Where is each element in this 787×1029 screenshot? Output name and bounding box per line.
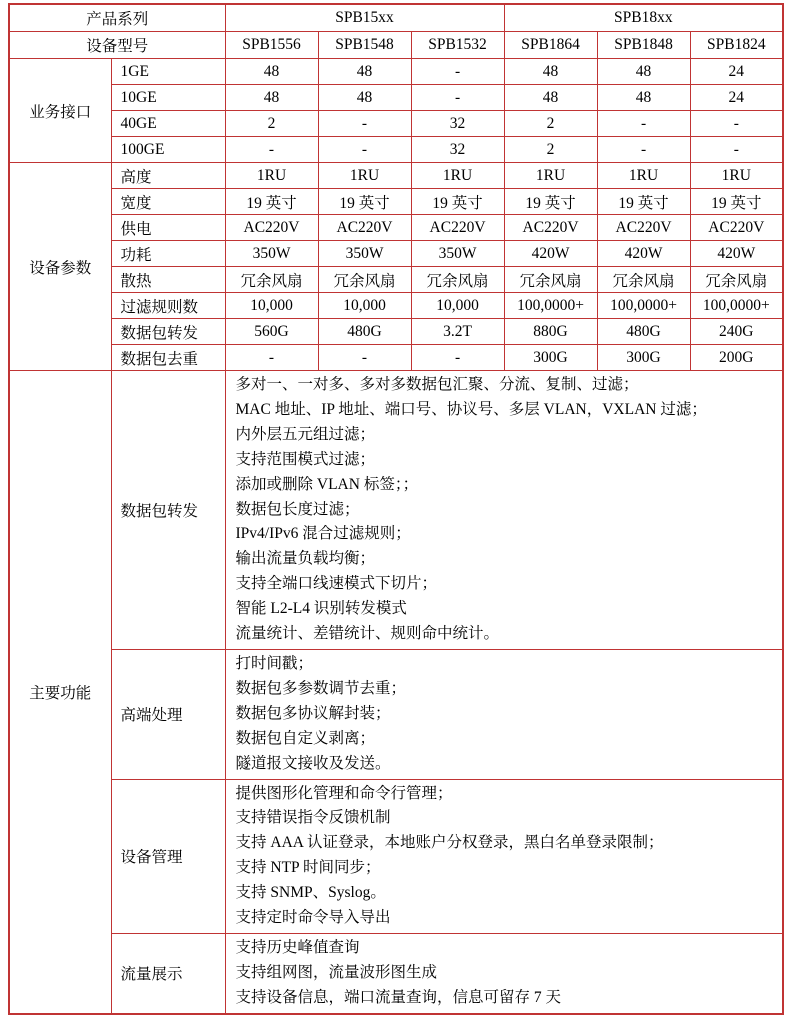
table-row-product-series [9, 4, 783, 32]
row-label: 高度 [111, 163, 225, 189]
spec-value: 1RU [318, 163, 411, 189]
feature-line: 添加或删除 VLAN 标签；； [235, 475, 419, 493]
feature-line: 支持 NTP 时间同步； [235, 859, 381, 877]
spec-value: 3.2T [411, 319, 504, 345]
spec-value: 24 [690, 59, 783, 85]
feature-group-label: 数据包转发 [111, 371, 225, 650]
table-row [9, 319, 783, 345]
feature-line: 支持 AAA 认证登录，本地账户分权登录，黑白名单登录限制； [235, 834, 664, 852]
spec-value: 19 英寸 [504, 189, 597, 215]
model-name: SPB1864 [504, 32, 597, 59]
table-row [9, 163, 783, 189]
table-row-device-model [9, 32, 783, 59]
feature-line: 智能 L2-L4 识别转发模式 [235, 600, 407, 618]
spec-value: 48 [225, 59, 318, 85]
spec-value: - [411, 345, 504, 371]
feature-group-label: 流量展示 [111, 933, 225, 1013]
feature-line: 支持设备信息，端口流量查询，信息可留存 7 天 [235, 988, 562, 1006]
row-label: 100GE [111, 137, 225, 163]
model-name: SPB1556 [225, 32, 318, 59]
device-model-label: 设备型号 [9, 32, 225, 59]
feature-line: 支持 SNMP、Syslog。 [235, 884, 386, 902]
spec-value: 200G [690, 345, 783, 371]
spec-value: - [318, 111, 411, 137]
row-label: 数据包去重 [111, 345, 225, 371]
feature-line: 支持全端口线速模式下切片； [235, 575, 438, 593]
feature-line: MAC 地址、IP 地址、端口号、协议号、多层 VLAN，VXLAN 过滤； [235, 400, 707, 418]
spec-value: 19 英寸 [597, 189, 690, 215]
spec-value: 48 [504, 59, 597, 85]
table-row [9, 779, 783, 933]
feature-line: 内外层五元组过滤； [235, 425, 376, 443]
row-label: 宽度 [111, 189, 225, 215]
spec-value: 48 [225, 85, 318, 111]
section-label-device-params: 设备参数 [9, 163, 111, 371]
table-row [9, 293, 783, 319]
feature-line: 数据包长度过滤； [235, 500, 360, 518]
spec-value: 420W [597, 241, 690, 267]
spec-value: 480G [318, 319, 411, 345]
feature-content-device-management [225, 779, 783, 933]
feature-content-packet-forwarding [225, 371, 783, 650]
feature-line: 多对一、一对多、多对多数据包汇聚、分流、复制、过滤； [235, 376, 639, 393]
row-label: 过滤规则数 [111, 293, 225, 319]
spec-value: AC220V [411, 215, 504, 241]
table-row [9, 649, 783, 779]
spec-value: 冗余风扇 [411, 267, 504, 293]
feature-line: 支持组网图，流量波形图生成 [235, 963, 438, 981]
spec-value: 420W [504, 241, 597, 267]
table-row [9, 241, 783, 267]
spec-value: 冗余风扇 [318, 267, 411, 293]
table-row [9, 85, 783, 111]
spec-value: 冗余风扇 [225, 267, 318, 293]
spec-value: 24 [690, 85, 783, 111]
spec-value: - [318, 345, 411, 371]
spec-value: - [597, 111, 690, 137]
spec-value: 2 [225, 111, 318, 137]
spec-value: - [225, 345, 318, 371]
spec-value: - [690, 111, 783, 137]
spec-value: 48 [597, 59, 690, 85]
feature-line: 提供图形化管理和命令行管理； [235, 784, 453, 802]
feature-line: 流量统计、差错统计、规则命中统计。 [235, 625, 500, 643]
table-row [9, 215, 783, 241]
spec-value: 300G [504, 345, 597, 371]
model-name: SPB1824 [690, 32, 783, 59]
table-row [9, 267, 783, 293]
feature-line: 数据包多协议解封装； [235, 704, 391, 722]
series-spb15xx-label: SPB15xx [225, 4, 504, 32]
feature-line: 隧道报文接收及发送。 [235, 754, 391, 772]
spec-value: 300G [597, 345, 690, 371]
spec-value: 10,000 [225, 293, 318, 319]
spec-value: 32 [411, 137, 504, 163]
feature-group-label: 高端处理 [111, 649, 225, 779]
table-row [9, 111, 783, 137]
row-label: 1GE [111, 59, 225, 85]
spec-value: 100,0000+ [504, 293, 597, 319]
spec-value: - [225, 137, 318, 163]
spec-value: 420W [690, 241, 783, 267]
model-name: SPB1848 [597, 32, 690, 59]
spec-value: 48 [318, 59, 411, 85]
spec-value: - [411, 85, 504, 111]
feature-line: 支持定时命令导入导出 [235, 909, 391, 927]
row-label: 40GE [111, 111, 225, 137]
feature-line: 数据包自定义剥离； [235, 729, 376, 747]
spec-value: 1RU [690, 163, 783, 189]
spec-table [8, 3, 784, 1015]
spec-value: 48 [504, 85, 597, 111]
spec-value: 19 英寸 [411, 189, 504, 215]
table-row [9, 345, 783, 371]
spec-value: 100,0000+ [690, 293, 783, 319]
spec-value: 100,0000+ [597, 293, 690, 319]
spec-value: - [597, 137, 690, 163]
spec-value: 560G [225, 319, 318, 345]
feature-line: 支持错误指令反馈机制 [235, 809, 391, 827]
product-series-label: 产品系列 [9, 4, 225, 32]
spec-value: - [411, 59, 504, 85]
table-row [9, 137, 783, 163]
table-row [9, 189, 783, 215]
spec-value: 1RU [597, 163, 690, 189]
feature-line: 打时间戳； [235, 654, 314, 672]
spec-value: AC220V [597, 215, 690, 241]
feature-line: 支持历史峰值查询 [235, 938, 360, 956]
spec-value: 32 [411, 111, 504, 137]
spec-value: 350W [411, 241, 504, 267]
row-label: 供电 [111, 215, 225, 241]
spec-value: 2 [504, 137, 597, 163]
section-label-main-functions: 主要功能 [9, 371, 111, 1014]
feature-content-traffic-display [225, 933, 783, 1013]
section-label-interfaces: 业务接口 [9, 59, 111, 163]
model-name: SPB1548 [318, 32, 411, 59]
spec-value: - [690, 137, 783, 163]
feature-line: 支持范围模式过滤； [235, 450, 376, 468]
spec-value: 350W [225, 241, 318, 267]
spec-value: 10,000 [411, 293, 504, 319]
spec-value: 19 英寸 [225, 189, 318, 215]
spec-value: 1RU [411, 163, 504, 189]
spec-value: AC220V [504, 215, 597, 241]
spec-value: 冗余风扇 [690, 267, 783, 293]
spec-value: 冗余风扇 [504, 267, 597, 293]
table-row [9, 933, 783, 1013]
spec-value: 48 [318, 85, 411, 111]
row-label: 10GE [111, 85, 225, 111]
spec-value: 350W [318, 241, 411, 267]
spec-value: AC220V [690, 215, 783, 241]
row-label: 功耗 [111, 241, 225, 267]
spec-value: 880G [504, 319, 597, 345]
row-label: 数据包转发 [111, 319, 225, 345]
spec-value: 480G [597, 319, 690, 345]
spec-value: 冗余风扇 [597, 267, 690, 293]
spec-value: 19 英寸 [318, 189, 411, 215]
spec-value: 1RU [504, 163, 597, 189]
feature-line: 输出流量负载均衡； [235, 550, 376, 568]
spec-value: 19 英寸 [690, 189, 783, 215]
row-label: 散热 [111, 267, 225, 293]
feature-content-advanced-processing [225, 649, 783, 779]
spec-value: 48 [597, 85, 690, 111]
spec-value: 2 [504, 111, 597, 137]
spec-value: 10,000 [318, 293, 411, 319]
feature-line: IPv4/IPv6 混合过滤规则； [235, 525, 411, 543]
table-row [9, 371, 783, 650]
spec-value: - [318, 137, 411, 163]
feature-line: 数据包多参数调节去重； [235, 679, 407, 697]
table-row [9, 59, 783, 85]
spec-value: 240G [690, 319, 783, 345]
spec-value: AC220V [318, 215, 411, 241]
spec-value: 1RU [225, 163, 318, 189]
feature-group-label: 设备管理 [111, 779, 225, 933]
spec-value: AC220V [225, 215, 318, 241]
model-name: SPB1532 [411, 32, 504, 59]
series-spb18xx-label: SPB18xx [504, 4, 783, 32]
